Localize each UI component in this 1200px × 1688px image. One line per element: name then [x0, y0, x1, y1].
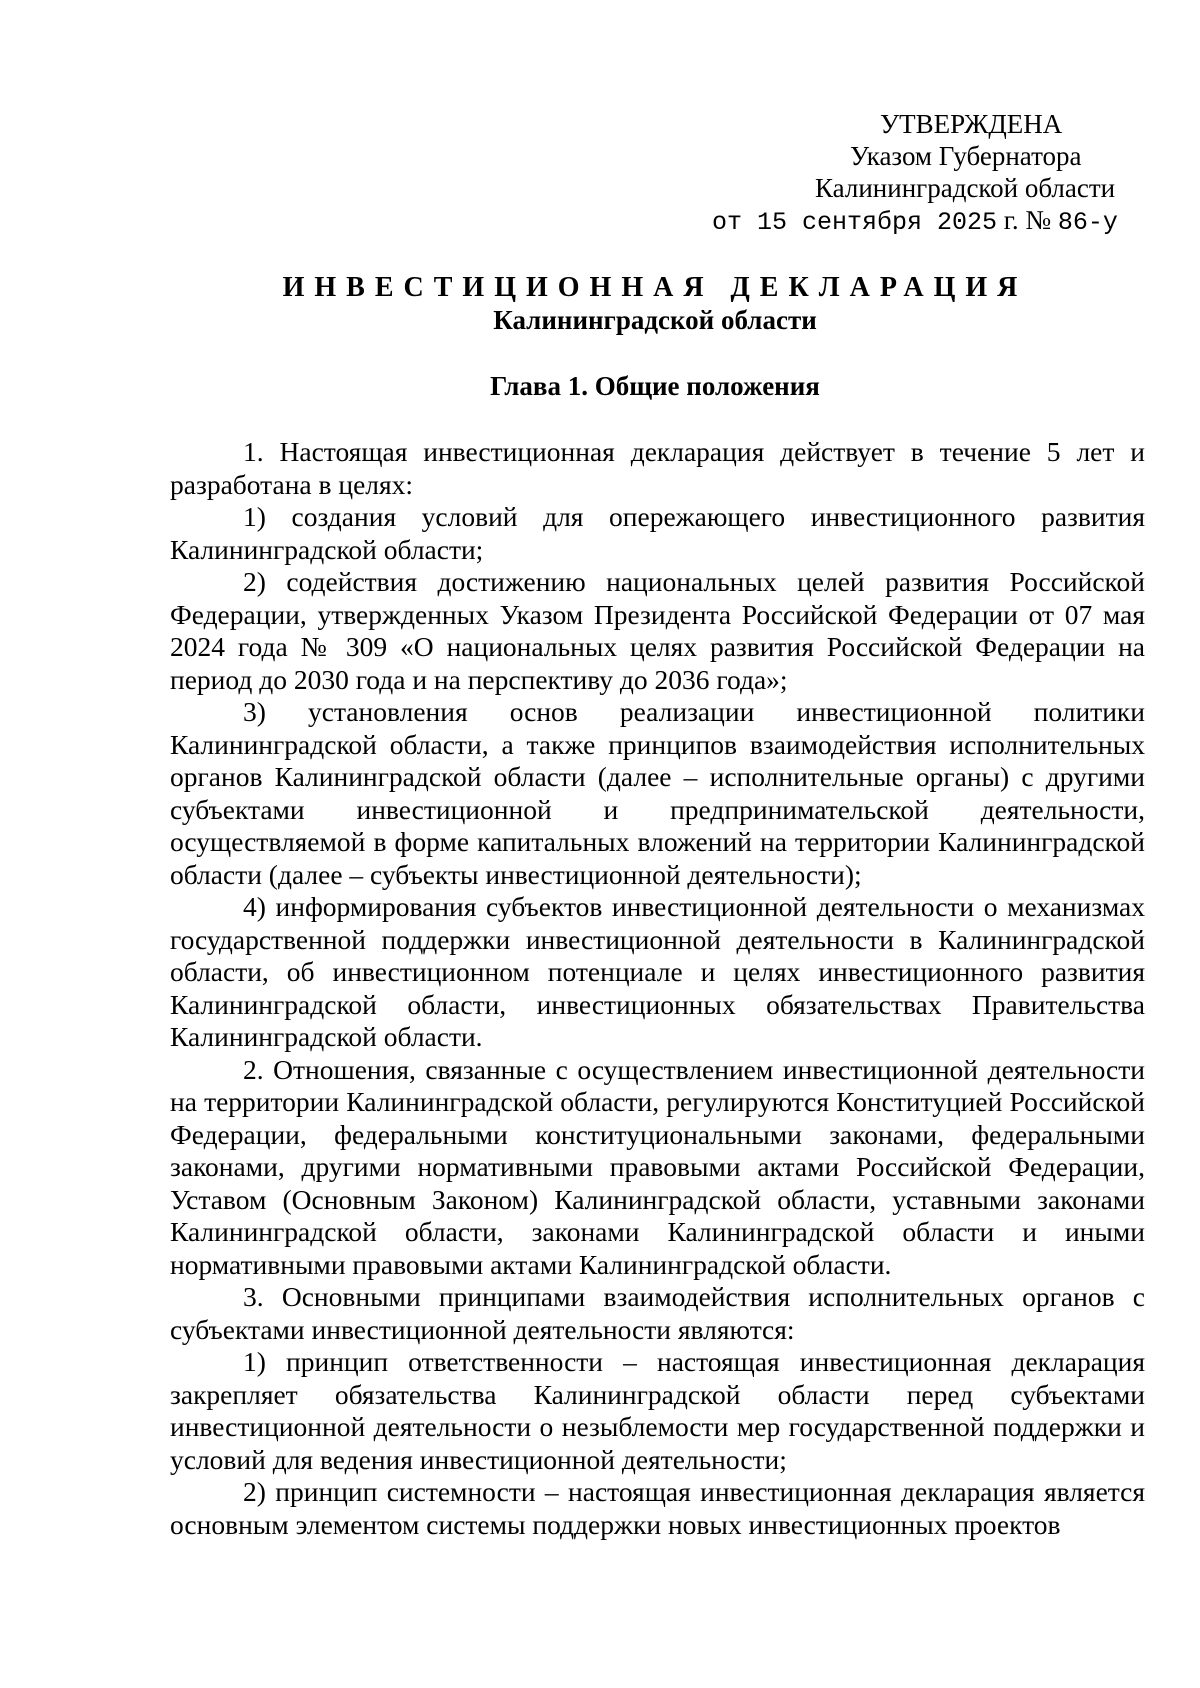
approval-date: от 15 сентября 2025 [712, 208, 998, 237]
approval-title: УТВЕРЖДЕНА [880, 109, 1063, 139]
paragraph: 3) установления основ реализации инвестиционной политики Калининградской области, а также принципов взаимодействия исполнительных органов Калининградской области (далее – исполнительные органы) с другими субъектами инвестиционной и предпринимательской деятельности, осуществляемой в форме капитальных вложений на территории Калининградской области (далее – субъекты инвестиционной деятельности); [170, 696, 1145, 890]
document-title: ИНВЕСТИЦИОННАЯ ДЕКЛАРАЦИЯ [282, 272, 1028, 303]
approval-stamp [700, 108, 1140, 239]
paragraph: 3. Основными принципами взаимодействия исполнительных органов с субъектами инвестиционной деятельности являются: [170, 1281, 1145, 1345]
paragraph: 1) принцип ответственности – настоящая инвестиционная декларация закрепляет обязательства Калининградской области перед субъектами инвестиционной деятельности о незыблемости мер государственной поддержки и условий для ведения инвестиционной деятельности; [170, 1346, 1145, 1475]
approval-issuer: Указом Губернатора [850, 141, 1082, 171]
approval-region: Калининградской области [815, 173, 1116, 203]
approval-date-line [700, 204, 1140, 239]
approval-number: 86-у [1057, 208, 1118, 237]
paragraph: 2) содействия достижению национальных целей развития Российской Федерации, утвержденных Указом Президента Российской Федерации от 07 мая 2024 года № 309 «О национальных целях развития Российской Федерации на период до 2030 года и на перспективу до 2036 года»; [170, 566, 1145, 695]
paragraph: 2) принцип системности – настоящая инвестиционная декларация является основным элементом системы поддержки новых инвестиционных проектов [170, 1476, 1145, 1540]
document-body [170, 436, 1145, 1541]
paragraph: 1. Настоящая инвестиционная декларация действует в течение 5 лет и разработана в целях: [170, 436, 1145, 500]
paragraph: 4) информирования субъектов инвестиционной деятельности о механизмах государственной поддержки инвестиционной деятельности в Калининградской области, об инвестиционном потенциале и целях инвестиционного развития Калининградской области, инвестиционных обязательствах Правительства Калининградской области. [170, 891, 1145, 1052]
paragraph: 2. Отношения, связанные с осуществлением инвестиционной деятельности на территории Калининградской области, регулируются Конституцией Российской Федерации, федеральными конституциональными законами, федеральными законами, другими нормативными правовыми актами Российской Федерации, Уставом (Основным Законом) Калининградской области, уставными законами Калининградской области, законами Калининградской области и иными нормативными правовыми актами Калининградской области. [170, 1053, 1145, 1280]
chapter-heading: Глава 1. Общие положения [490, 371, 820, 401]
paragraph: 1) создания условий для опережающего инвестиционного развития Калининградской области; [170, 501, 1145, 565]
document-subtitle: Калининградской области [493, 305, 817, 335]
approval-number-label: г. № [1003, 205, 1052, 235]
